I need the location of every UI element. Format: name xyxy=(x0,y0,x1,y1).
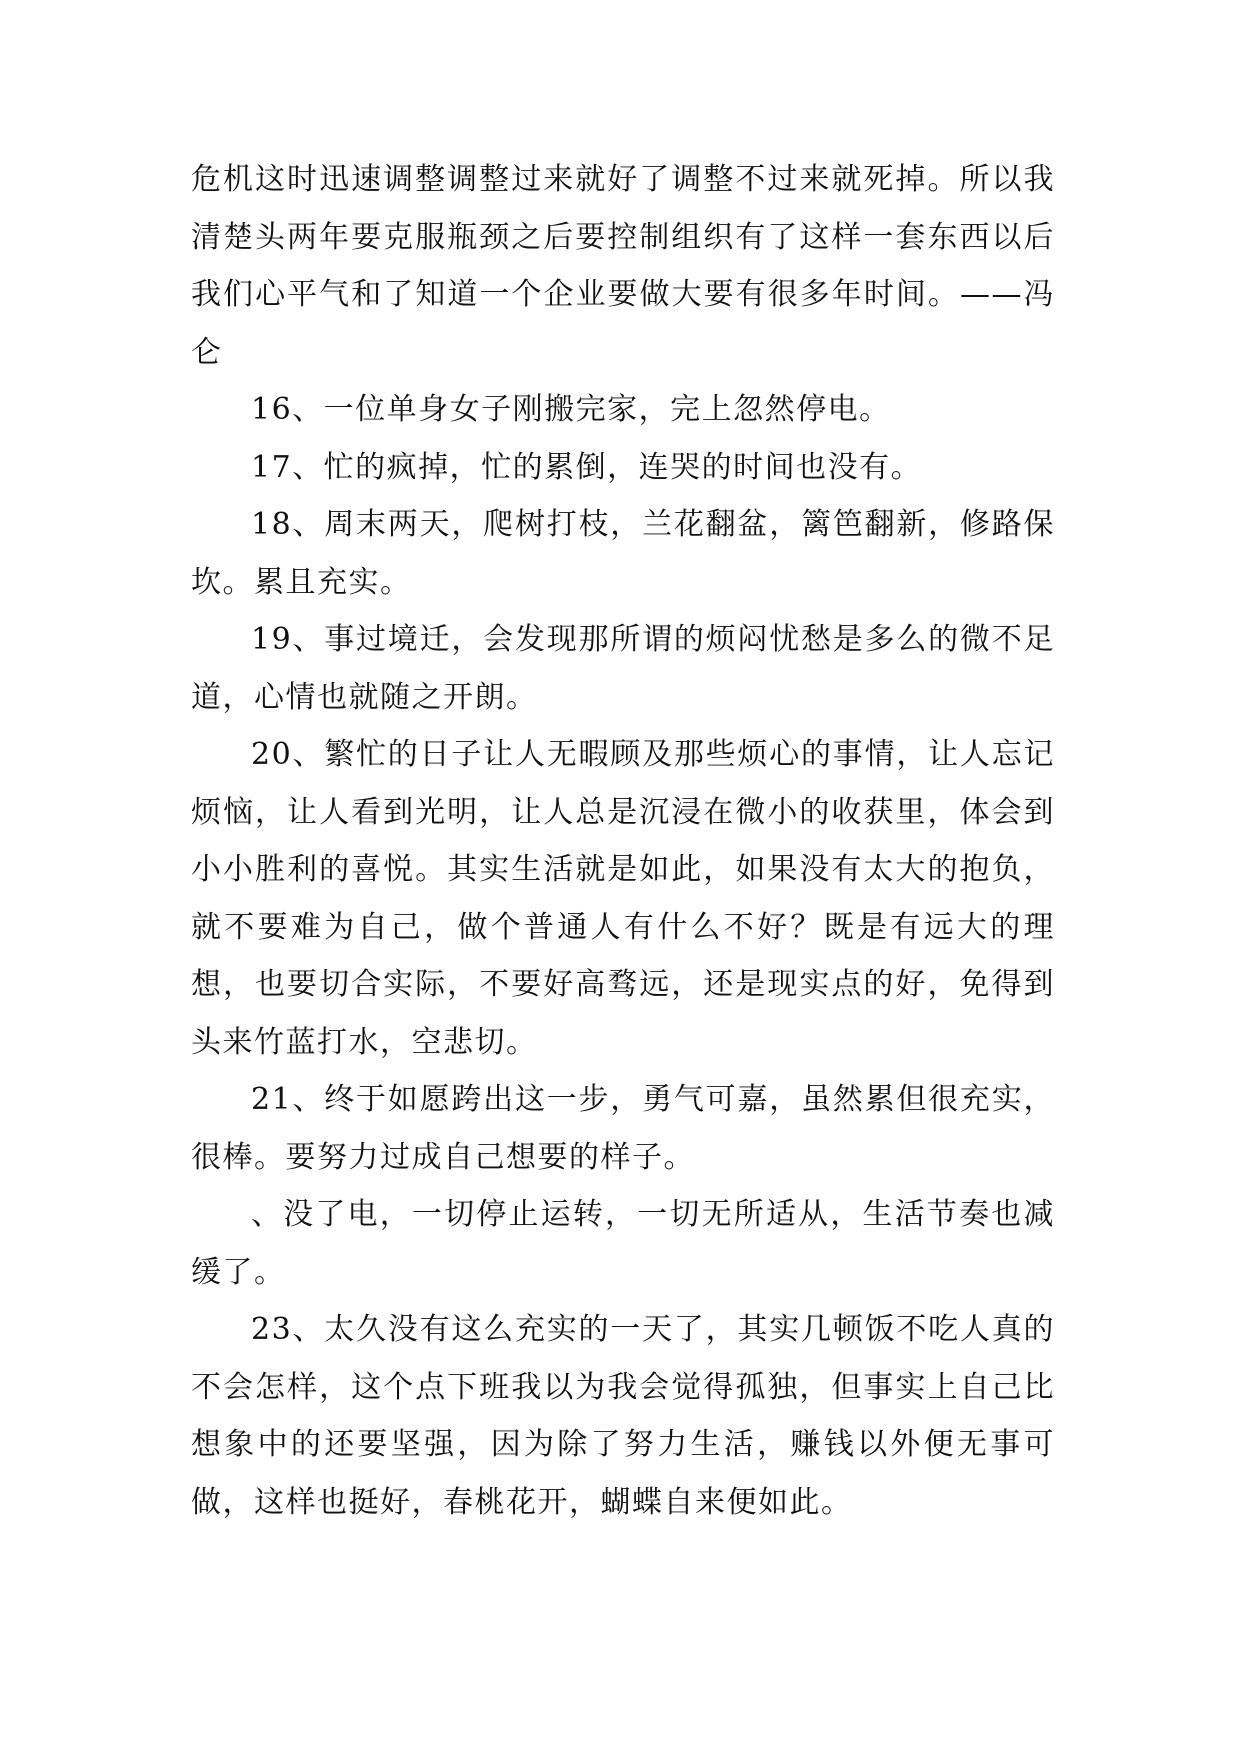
paragraph-20: 20、繁忙的日子让人无暇顾及那些烦心的事情，让人忘记烦恼，让人看到光明，让人总是沉浸在微小的收获里，体会到小小胜利的喜悦。其实生活就是如此，如果没有太大的抱负，就不要难为自己，做个普通人有什么不好？既是有远大的理想，也要切合实际，不要好高骛远，还是现实点的好，免得到头来竹蓝打水，空悲切。 xyxy=(191,737,1055,1060)
paragraph-23: 23、太久没有这么充实的一天了，其实几顿饭不吃人真的不会怎样，这个点下班我以为我会觉得孤独，但事实上自己比想象中的还要坚强，因为除了努力生活，赚钱以外便无事可做，这样也挺好，春桃花开，蝴蝶自来便如此。 xyxy=(191,1312,1055,1520)
paragraph-19: 19、事过境迁，会发现那所谓的烦闷忧愁是多么的微不足道，心情也就随之开朗。 xyxy=(191,622,1055,715)
paragraph-16: 16、一位单身女子刚搬完家，完上忽然停电。 xyxy=(251,392,891,427)
paragraph-18: 18、周末两天，爬树打枝，兰花翻盆，篱笆翻新，修路保坎。累且充实。 xyxy=(191,507,1055,600)
document-page xyxy=(191,151,1055,1531)
paragraph-continuation: 危机这时迅速调整调整过来就好了调整不过来就死掉。所以我清楚头两年要克服瓶颈之后要控制组织有了这样一套东西以后我们心平气和了知道一个企业要做大要有很多年时间。——冯仑 xyxy=(191,162,1055,370)
paragraph-21: 21、终于如愿跨出这一步，勇气可嘉，虽然累但很充实，很棒。要努力过成自己想要的样子。 xyxy=(191,1082,1055,1175)
paragraph-17: 17、忙的疯掉，忙的累倒，连哭的时间也没有。 xyxy=(251,449,923,485)
paragraph-22: 、没了电，一切停止运转，一切无所适从，生活节奏也减缓了。 xyxy=(191,1197,1055,1290)
